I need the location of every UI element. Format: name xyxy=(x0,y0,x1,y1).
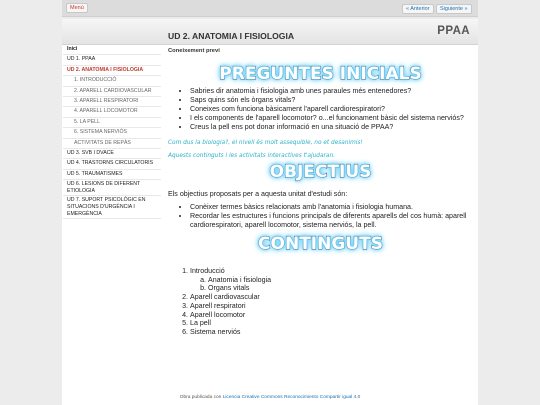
objectives-intro: Els objectius proposats per a aquesta unitat d'estudi són: xyxy=(168,190,348,198)
list-item: • Coneixes com funciona bàsicament l'aparell cardiorespiratori? xyxy=(190,105,473,114)
license-link[interactable]: Licencia Creative Commons Reconocimiento Compartir igual 4.0 xyxy=(222,395,361,400)
list-item: 5. La pell xyxy=(190,319,473,328)
list-item: • Creus la pell ens pot donar informació en una situació de PPAA? xyxy=(190,123,473,132)
footer xyxy=(62,395,478,400)
nav-item-ud5[interactable]: UD 5. TRAUMATISMES xyxy=(63,170,161,180)
list-item: 6. Sistema nerviós xyxy=(190,328,473,337)
banner-preguntes-inicials: PREGUNTES INICIALS xyxy=(219,64,422,84)
list-item: • Saps quins són els òrgans vitals? xyxy=(190,96,473,105)
nav-item-ud1[interactable]: UD 1. PPAA xyxy=(63,55,161,65)
nav-item-ud3[interactable]: UD 3. SVB I DVACE xyxy=(63,149,161,159)
nav-item-nervios[interactable]: 6. SISTEMA NERVIÓS xyxy=(63,128,161,138)
nav-item-cardiovascular[interactable]: 2. APARELL CARDIOVASCULAR xyxy=(63,87,161,97)
objectives-list xyxy=(168,203,473,230)
menu-button[interactable]: Menú xyxy=(66,3,88,13)
list-item-label: Introducció xyxy=(190,267,225,275)
nav-item-activitats[interactable]: ACTIVITATS DE REPÀS xyxy=(63,139,161,149)
questions-list xyxy=(168,87,473,132)
next-page-button[interactable]: Siguiente » xyxy=(436,4,472,14)
nav-item-respiratori[interactable]: 3. APARELL RESPIRATORI xyxy=(63,97,161,107)
list-item: • I els components de l'aparell locomotor? o...el funcionament bàsic del sistema nerviós? xyxy=(190,114,473,123)
nav-item-ud2[interactable]: UD 2. ANATOMIA I FISIOLOGIA xyxy=(63,66,161,76)
list-item: • Sabries dir anatomia i fisiologia amb unes paraules més entenedores? xyxy=(190,87,473,96)
nav-item-inici[interactable]: Inici xyxy=(63,45,161,55)
nav-item-locomotor[interactable]: 4. APARELL LOCOMOTOR xyxy=(63,107,161,117)
previous-page-button[interactable]: « Anterior xyxy=(402,4,434,14)
list-item xyxy=(190,267,473,293)
motivation-text: Com dus la biologia?, el nivell és molt assequible, no et desanimis! xyxy=(168,140,363,146)
list-item: • Recordar les estructures i funcions principals de diferents aparells del cos humà: aparell cardiorespiratori, aparell locomotor, sistema nerviós, la pell. xyxy=(190,212,473,230)
nav-item-pell[interactable]: 5. LA PELL xyxy=(63,118,161,128)
section-label: Coneixement previ xyxy=(168,48,220,54)
list-item: a. Anatomia i fisiologia xyxy=(208,276,473,285)
banner-continguts: CONTINGUTS xyxy=(258,234,383,254)
contents-list xyxy=(168,267,473,337)
list-item: 4. Aparell locomotor xyxy=(190,311,473,320)
nav-item-introduccio[interactable]: 1. INTRODUCCIÓ xyxy=(63,76,161,86)
site-name: PPAA xyxy=(437,25,470,37)
list-item: 2. Aparell cardiovascular xyxy=(190,293,473,302)
nav-item-ud7[interactable]: UD 7. SUPORT PSICOLÒGIC EN SITUACIONS D'URGÈNCIA I EMERGÈNCIA xyxy=(63,196,161,219)
sub-list xyxy=(190,276,473,293)
list-item: b. Organs vitals xyxy=(208,284,473,293)
list-item: 3. Aparell respiratori xyxy=(190,302,473,311)
banner-objectius: OBJECTIUS xyxy=(269,162,372,182)
nav-item-ud6[interactable]: UD 6. LESIONS DE DIFERENT ETIOLOGIA xyxy=(63,180,161,196)
page-container xyxy=(62,19,478,405)
page-header xyxy=(62,19,478,45)
sidebar-nav xyxy=(63,45,161,219)
main-content xyxy=(168,48,473,337)
nav-item-ud4[interactable]: UD 4. TRASTORNS CIRCULATORIS xyxy=(63,159,161,169)
top-toolbar xyxy=(62,0,478,17)
page-title: UD 2. ANATOMIA I FISIOLOGIA xyxy=(168,31,295,41)
motivation-text: Aquests continguts i les activitats interactives t'ajudaran. xyxy=(168,153,335,159)
footer-text: Obra publicada con xyxy=(179,395,222,400)
list-item: • Conèixer termes bàsics relacionats amb l'anatomia i fisiologia humana. xyxy=(190,203,473,212)
